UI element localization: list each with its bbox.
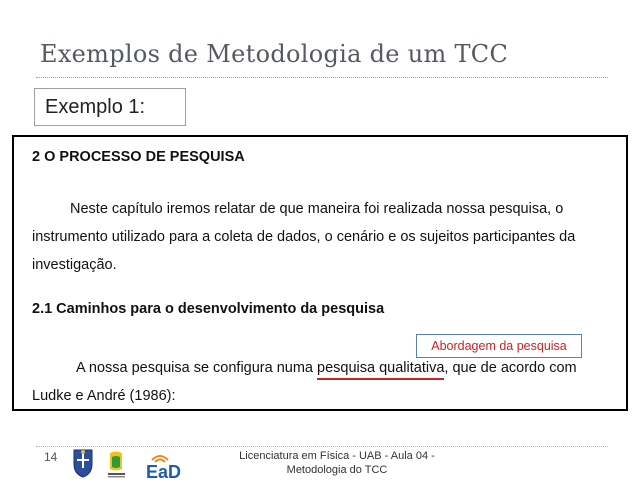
example-label-box: Exemplo 1: [34,88,186,126]
university-crest-icon [74,450,92,477]
slide-title: Exemplos de Metodologia de um TCC [40,40,509,68]
document-subheading: 2.1 Caminhos para o desenvolvimento da pesquisa [32,301,385,317]
footer-text-line-2: Metodologia do TCC [286,464,388,476]
document-paragraph-line-2: instrumento utilizado para a coleta de dados, o cenário e os sujeitos participantes da [32,229,576,245]
uab-logo-icon [108,452,125,478]
document-paragraph-line-1: Neste capítulo iremos relatar de que maneira foi realizada nossa pesquisa, o [70,201,564,217]
document-heading: 2 O PROCESSO DE PESQUISA [32,149,245,165]
annotation-callout: Abordagem da pesquisa [416,334,582,358]
footer-course-text [232,449,442,477]
document-excerpt-frame [12,135,628,411]
ead-logo-text: EaD [146,462,182,479]
document-paragraph-line-3: investigação. [32,257,117,273]
footer-text-line-1: Licenciatura em Física - UAB - Aula 04 - [239,450,435,462]
highlight-line-prefix: A nossa pesquisa se configura numa [76,360,318,376]
page-number: 14 [44,450,58,464]
highlighted-term-text: pesquisa qualitativa [317,360,445,376]
ead-logo [146,456,181,479]
document-highlight-line [76,360,577,376]
highlighted-term [317,360,444,376]
document-last-line: Ludke e André (1986): [32,388,176,404]
title-divider [36,77,608,78]
highlight-line-suffix: , que de acordo com [444,360,577,376]
footer-logos [66,447,196,479]
red-underline [317,378,444,380]
